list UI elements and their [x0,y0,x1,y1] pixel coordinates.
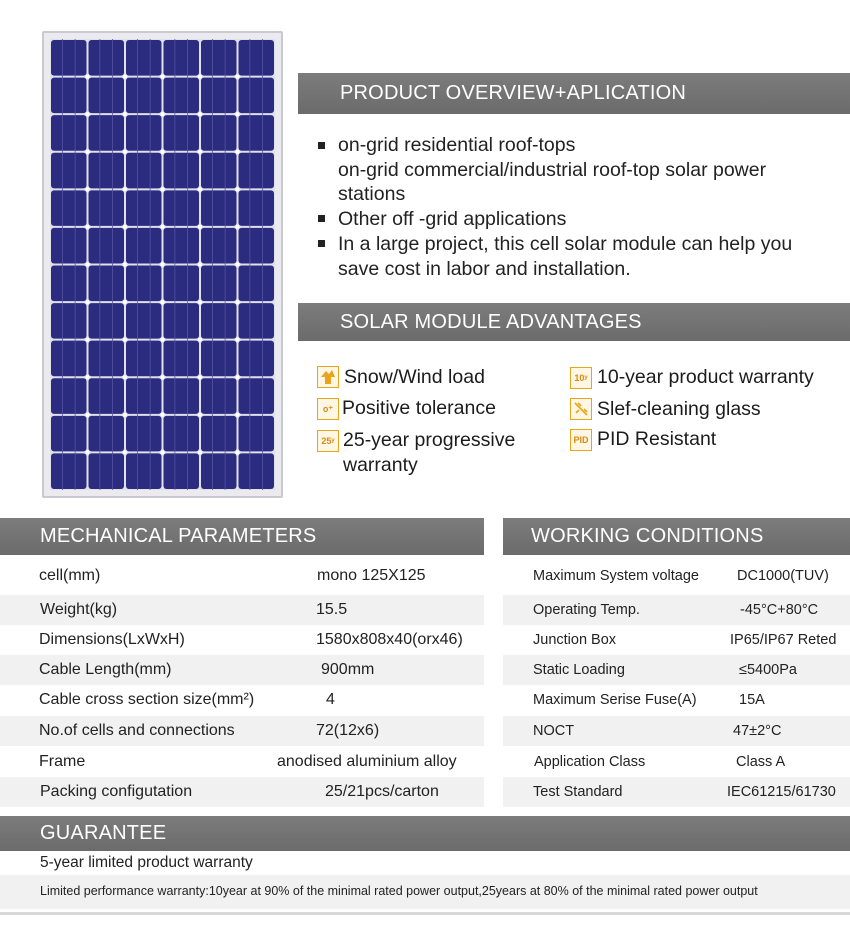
overview-line: stations [338,183,406,205]
bullet-icon [318,240,325,247]
guarantee-header [0,816,850,851]
param-value: anodised aluminium alloy [277,753,457,770]
working-header [503,518,850,555]
solar-cell [164,78,200,114]
param-label: Cable cross section size(mm²) [39,691,255,708]
condition-label: NOCT [533,723,575,739]
cell-corner-dot [198,450,202,454]
solar-cell [201,40,237,76]
icon-glyph: 25ʸ [321,436,335,446]
solar-cell [126,190,162,226]
table-row [0,595,484,625]
condition-label: Junction Box [533,632,617,648]
cell-corner-dot [236,112,240,116]
advantages-title: SOLAR MODULE ADVANTAGES [340,310,642,333]
cell-corner-dot [236,300,240,304]
cell-corner-dot [161,338,165,342]
solar-cell [201,266,237,302]
solar-cell [164,416,200,452]
solar-cell [126,378,162,414]
table-row [503,685,850,715]
solar-cell [201,115,237,151]
table-row [503,655,850,685]
table-row [0,716,484,746]
icon-glyph: PID [573,435,589,445]
solar-cell [239,190,275,226]
param-label: Packing configutation [40,783,193,800]
solar-cell [164,378,200,414]
solar-cell [51,453,87,489]
cell-corner-dot [198,225,202,229]
cell-corner-dot [198,75,202,79]
solar-cell [89,228,125,264]
param-value: mono 125X125 [317,567,426,584]
cell-corner-dot [236,338,240,342]
cell-corner-dot [198,187,202,191]
cell-corner-dot [236,225,240,229]
cell-corner-dot [123,112,127,116]
cell-corner-dot [123,300,127,304]
cell-corner-dot [123,450,127,454]
solar-cell [89,416,125,452]
advantage-label-continued: warranty [343,454,418,476]
solar-cell [239,266,275,302]
cell-corner-dot [161,112,165,116]
solar-cell [239,40,275,76]
condition-label: Application Class [534,754,646,770]
cell-corner-dot [198,263,202,267]
solar-cell [51,115,87,151]
solar-cell [164,228,200,264]
solar-cell [239,453,275,489]
advantage-label: 25-year progressive [343,429,516,451]
solar-cell [89,78,125,114]
self-cleaning-icon [570,398,592,420]
solar-cell [89,341,125,377]
cell-corner-dot [86,413,90,417]
condition-value: IEC61215/61730 [727,784,836,800]
advantages-header [298,303,850,341]
overview-line: on-grid residential roof-tops [338,134,576,156]
overview-line: Other off -grid applications [338,208,567,230]
pid-icon [570,429,592,451]
solar-cell [164,453,200,489]
solar-cell [239,228,275,264]
advantage-label: Positive tolerance [342,397,496,419]
solar-cell [164,190,200,226]
solar-cell [239,78,275,114]
cell-corner-dot [198,375,202,379]
solar-cell [239,115,275,151]
snow-wind-icon [317,366,339,388]
cell-corner-dot [161,413,165,417]
param-label: Frame [39,753,86,770]
working-title: WORKING CONDITIONS [531,525,764,547]
cell-corner-dot [161,300,165,304]
solar-cell [201,378,237,414]
solar-cell [89,40,125,76]
icon-glyph: 10ʸ [574,373,588,383]
solar-cell [51,416,87,452]
cell-corner-dot [161,375,165,379]
solar-cell [89,378,125,414]
guarantee-product-warranty: 5-year limited product warranty [40,854,253,871]
condition-label: Operating Temp. [533,602,640,618]
cell-corner-dot [236,75,240,79]
condition-label: Test Standard [533,784,623,800]
solar-cell [89,266,125,302]
solar-cell [126,341,162,377]
cell-corner-dot [198,150,202,154]
guarantee-title: GUARANTEE [40,822,167,844]
condition-value: -45°C+80°C [740,602,819,618]
solar-cell [51,153,87,189]
solar-cell [126,115,162,151]
cell-corner-dot [161,263,165,267]
cell-corner-dot [86,187,90,191]
advantage-label: Snow/Wind load [344,366,485,388]
cell-corner-dot [86,300,90,304]
cell-corner-dot [236,375,240,379]
solar-cell [51,341,87,377]
cell-corner-dot [86,375,90,379]
param-label: Dimensions(LxWxH) [39,631,185,648]
25-year-icon [317,430,339,452]
solar-cell [51,78,87,114]
solar-cell [126,303,162,339]
param-label: No.of cells and connections [39,722,235,739]
solar-cell [164,153,200,189]
condition-label: Static Loading [533,662,625,678]
cell-corner-dot [198,112,202,116]
condition-value: 15A [739,692,765,708]
cell-corner-dot [86,225,90,229]
condition-label: Maximum Serise Fuse(A) [533,692,697,708]
param-value: 900mm [321,661,375,678]
solar-cell [126,228,162,264]
bullet-icon [318,142,325,149]
solar-cell [51,378,87,414]
table-row [503,747,850,777]
positive-tolerance-icon [317,398,339,420]
cell-corner-dot [161,75,165,79]
solar-cell [239,153,275,189]
condition-value: 47±2°C [733,723,782,739]
table-row [0,655,484,685]
cell-corner-dot [161,450,165,454]
overview-title: PRODUCT OVERVIEW+APLICATION [340,82,687,104]
cell-corner-dot [86,338,90,342]
condition-value: Class A [736,754,786,770]
solar-cell [89,153,125,189]
bullet-icon [318,215,325,222]
advantage-label: 10-year product warranty [597,366,814,388]
cell-corner-dot [198,413,202,417]
mechanical-title: MECHANICAL PARAMETERS [40,525,317,547]
solar-cell [89,303,125,339]
mechanical-header [0,518,484,555]
param-label: Cable Length(mm) [39,661,172,678]
condition-label: Maximum System voltage [533,568,699,584]
overview-line: In a large project, this cell solar module can help you [338,233,793,255]
solar-cell [51,190,87,226]
solar-cell [164,115,200,151]
solar-cell [164,341,200,377]
cell-corner-dot [86,75,90,79]
solar-cell [201,228,237,264]
solar-cell [126,266,162,302]
solar-cell [239,378,275,414]
solar-panel-image [42,31,283,498]
param-value: 25/21pcs/carton [325,783,439,800]
cell-corner-dot [236,150,240,154]
condition-value: DC1000(TUV) [737,568,829,584]
solar-cell [126,78,162,114]
solar-cell [51,303,87,339]
param-value: 72(12x6) [316,722,380,739]
solar-cell [126,153,162,189]
cell-corner-dot [123,375,127,379]
cell-corner-dot [236,187,240,191]
solar-cell [239,416,275,452]
cell-corner-dot [86,263,90,267]
advantage-label: PID Resistant [597,428,717,450]
cell-corner-dot [236,263,240,267]
cell-corner-dot [123,263,127,267]
solar-cell [201,341,237,377]
solar-cell [201,416,237,452]
cell-corner-dot [198,338,202,342]
cell-corner-dot [86,112,90,116]
cell-corner-dot [86,150,90,154]
table-row [503,561,850,591]
cell-corner-dot [123,413,127,417]
table-row [0,747,484,777]
solar-cell [239,341,275,377]
solar-cell [164,266,200,302]
table-row [0,625,484,655]
cell-corner-dot [236,413,240,417]
advantage-label: Slef-cleaning glass [597,398,761,420]
icon-glyph: o⁺ [322,403,334,414]
solar-cell [126,453,162,489]
solar-cell [51,266,87,302]
solar-cell [201,78,237,114]
cell-corner-dot [161,150,165,154]
solar-cell [126,416,162,452]
cell-corner-dot [86,450,90,454]
solar-cell [51,40,87,76]
table-row [0,685,484,715]
table-row [503,595,850,625]
table-row [0,561,484,591]
solar-cell [201,190,237,226]
cell-corner-dot [123,150,127,154]
condition-value: ≤5400Pa [739,662,797,678]
guarantee-performance-warranty: Limited performance warranty:10year at 90% of the minimal rated power output,25years at 80% of the minimal rated power output [40,884,758,898]
solar-cell [89,115,125,151]
overview-header [298,73,850,114]
param-label: cell(mm) [39,567,101,584]
cell-corner-dot [198,300,202,304]
cell-corner-dot [236,450,240,454]
param-value: 15.5 [316,601,348,618]
overview-line: save cost in labor and installation. [338,258,631,280]
solar-cell [239,303,275,339]
solar-cell [89,453,125,489]
solar-cell [51,228,87,264]
condition-value: IP65/IP67 Reted [730,632,837,648]
10-year-icon [570,367,592,389]
cell-corner-dot [123,225,127,229]
solar-cell [201,303,237,339]
solar-cell [126,40,162,76]
solar-panel-cells [44,33,281,496]
table-row [0,777,484,807]
solar-cell [201,153,237,189]
cell-corner-dot [123,75,127,79]
solar-cell [201,453,237,489]
param-label: Weight(kg) [40,601,118,618]
table-row [503,625,850,655]
param-value: 1580x808x40(orx46) [316,631,463,648]
cell-corner-dot [161,225,165,229]
bottom-divider [0,912,850,915]
solar-cell [164,303,200,339]
cell-corner-dot [161,187,165,191]
param-value: 4 [326,691,335,708]
table-row [503,716,850,746]
solar-cell [89,190,125,226]
solar-cell [164,40,200,76]
table-row [503,777,850,807]
cell-corner-dot [123,187,127,191]
cell-corner-dot [123,338,127,342]
overview-line: on-grid commercial/industrial roof-top solar power [338,159,767,181]
